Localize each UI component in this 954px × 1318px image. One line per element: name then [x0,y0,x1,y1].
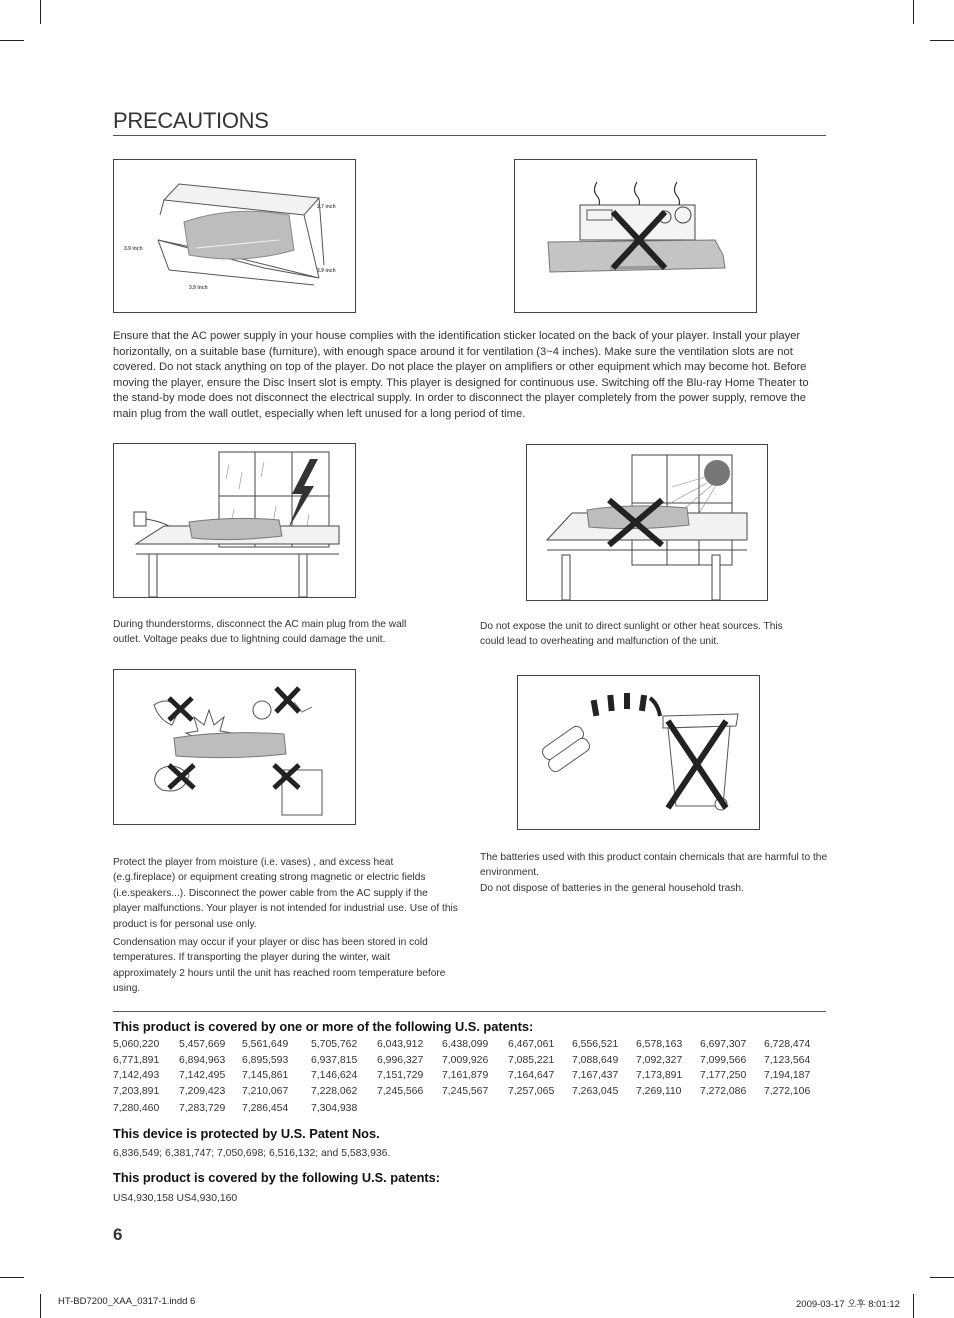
patent-number: 6,996,327 [377,1054,424,1066]
clearance-left-label: 3.9 inch [124,246,143,252]
batteries-caption-1: The batteries used with this product contain chemicals that are harmful to the environment. [480,852,828,879]
patent-row [113,1086,830,1102]
patent-number: 6,894,963 [179,1054,226,1066]
batteries-figure [517,675,760,830]
patent-number: 7,145,861 [242,1070,289,1082]
title-rule [113,135,826,136]
patent-number: 6,467,061 [508,1039,555,1050]
crop-mark [913,1294,914,1318]
patent-number: 7,280,460 [113,1103,160,1115]
patent-number-grid [113,1039,830,1119]
crop-mark [0,1277,24,1278]
patent-number: 7,269,110 [636,1085,682,1097]
patents-list-2: 6,836,549; 6,381,747; 7,050,698; 6,516,132; and 5,583,936. [113,1148,391,1159]
patent-number: 5,561,649 [242,1039,289,1050]
patent-number: 7,142,493 [113,1070,160,1082]
patents-heading-3: This product is covered by the following U.S. patents: [113,1170,441,1185]
patent-number: 7,209,423 [179,1085,226,1097]
patent-number: 7,283,729 [179,1103,226,1115]
clearance-bottom-label: 3.9 inch [189,285,208,291]
no-amplifier-figure [514,159,757,313]
patent-number: 6,937,815 [311,1054,358,1066]
patent-row [113,1055,830,1071]
patents-rule [113,1011,826,1012]
thunderstorm-caption: During thunderstorms, disconnect the AC main plug from the wall outlet. Voltage peaks due to lightning could damage the unit. [113,619,407,646]
patent-number: 7,173,891 [636,1070,683,1082]
patent-number: 6,697,307 [700,1039,747,1050]
sunlight-caption: Do not expose the unit to direct sunlight or other heat sources. This could lead to overheating and malfunction of the unit. [480,621,783,648]
patent-number: 6,895,593 [242,1054,289,1066]
crop-mark [913,0,914,24]
patent-number: 7,099,566 [700,1054,747,1066]
batteries-caption-2: Do not dispose of batteries in the general household trash. [480,883,744,894]
patent-number: 7,210,067 [242,1085,289,1097]
ventilation-figure [113,159,356,313]
patent-number: 6,771,891 [113,1054,160,1066]
patents-heading-1: This product is covered by one or more of the following U.S. patents: [113,1019,534,1034]
patent-number: 5,060,220 [113,1039,160,1050]
crop-mark [40,0,41,24]
patent-number: 7,245,566 [377,1085,424,1097]
patent-number: 7,203,891 [113,1085,160,1097]
patent-number: 7,286,454 [242,1103,289,1115]
patent-number: 7,092,327 [636,1054,683,1066]
patent-number: 6,578,163 [636,1039,683,1050]
patent-row [113,1070,830,1086]
patent-number: 7,088,649 [572,1054,619,1066]
patent-number: 5,457,669 [179,1039,226,1050]
patent-number: 7,177,250 [700,1070,747,1082]
patent-number: 7,245,567 [442,1085,489,1097]
patent-number: 7,142,495 [179,1070,226,1082]
patent-number: 7,164,647 [508,1070,555,1082]
patent-row [113,1103,830,1119]
patent-number: 7,304,938 [311,1103,358,1115]
moisture-caption-2: Condensation may occur if your player or disc has been stored in cold temperatures. If transporting the player during the winter, wait approximately 2 hours until the unit has reached room temperature before using. [113,937,446,995]
patents-heading-2: This device is protected by U.S. Patent Nos. [113,1126,380,1141]
clearance-top-label: 2.7 inch [317,204,336,210]
footer-filename: HT-BD7200_XAA_0317-1.indd 6 [58,1296,196,1307]
patent-number: 7,161,879 [442,1070,489,1082]
crop-mark [40,1294,41,1318]
patent-number: 7,146,624 [311,1070,358,1082]
clearance-right-label: 3.9 inch [317,268,336,274]
patent-number: 7,085,221 [508,1054,555,1066]
thunderstorm-figure [113,443,356,598]
patent-number: 7,272,106 [764,1085,811,1097]
patent-number: 6,556,521 [572,1039,619,1050]
page-number: 6 [113,1225,123,1244]
patent-number: 7,272,086 [700,1085,747,1097]
patent-number: 7,228,062 [311,1085,358,1097]
patent-number: 6,438,099 [442,1039,489,1050]
patent-number: 6,043,912 [377,1039,424,1050]
moisture-caption-1: Protect the player from moisture (i.e. vases) , and excess heat (e.g.fireplace) or equipment creating strong magnetic or electric fields (i.e.speakers...). Disconnect the power cable from the AC supply if the player malfunctions. Your player is not intended for industrial use. Use of this product is for personal use only. [113,857,458,930]
sunlight-figure [526,444,768,601]
patent-number: 5,705,762 [311,1039,358,1050]
patent-number: 7,167,437 [572,1070,619,1082]
patents-list-3: US4,930,158 US4,930,160 [113,1193,238,1204]
patent-number: 7,123,564 [764,1054,811,1066]
crop-mark [0,40,24,41]
page-title: PRECAUTIONS [113,108,269,133]
patent-number: 7,257,065 [508,1085,555,1097]
patent-number: 7,009,926 [442,1054,489,1066]
patent-number: 7,151,729 [377,1070,424,1082]
footer-timestamp: 2009-03-17 오후 8:01:12 [796,1299,900,1310]
crop-mark [930,1277,954,1278]
patent-number: 7,263,045 [572,1085,619,1097]
patent-row [113,1039,830,1055]
patent-number: 7,194,187 [764,1070,811,1082]
moisture-heat-figure [113,669,356,825]
crop-mark [930,40,954,41]
patent-number: 6,728,474 [764,1039,811,1050]
intro-paragraph: Ensure that the AC power supply in your house complies with the identification sticker located on the back of your player. Install your player horizontally, on a suitable base (furniture), with enough space around it for ventilation (3~4 inches). Make sure the ventilation slots are not covered. Do not stack anything on top of the player. Do not place the player on amplifiers or other equipment which may become hot. Before moving the player, ensure the Disc Insert slot is empty. This player is designed for continuous use. Switching off the Blu-ray Home Theater to the stand-by mode does not disconnect the electrical supply. In order to disconnect the player completely from the power supply, remove the main plug from the wall outlet, especially when left unused for a long period of time. [113,330,809,420]
